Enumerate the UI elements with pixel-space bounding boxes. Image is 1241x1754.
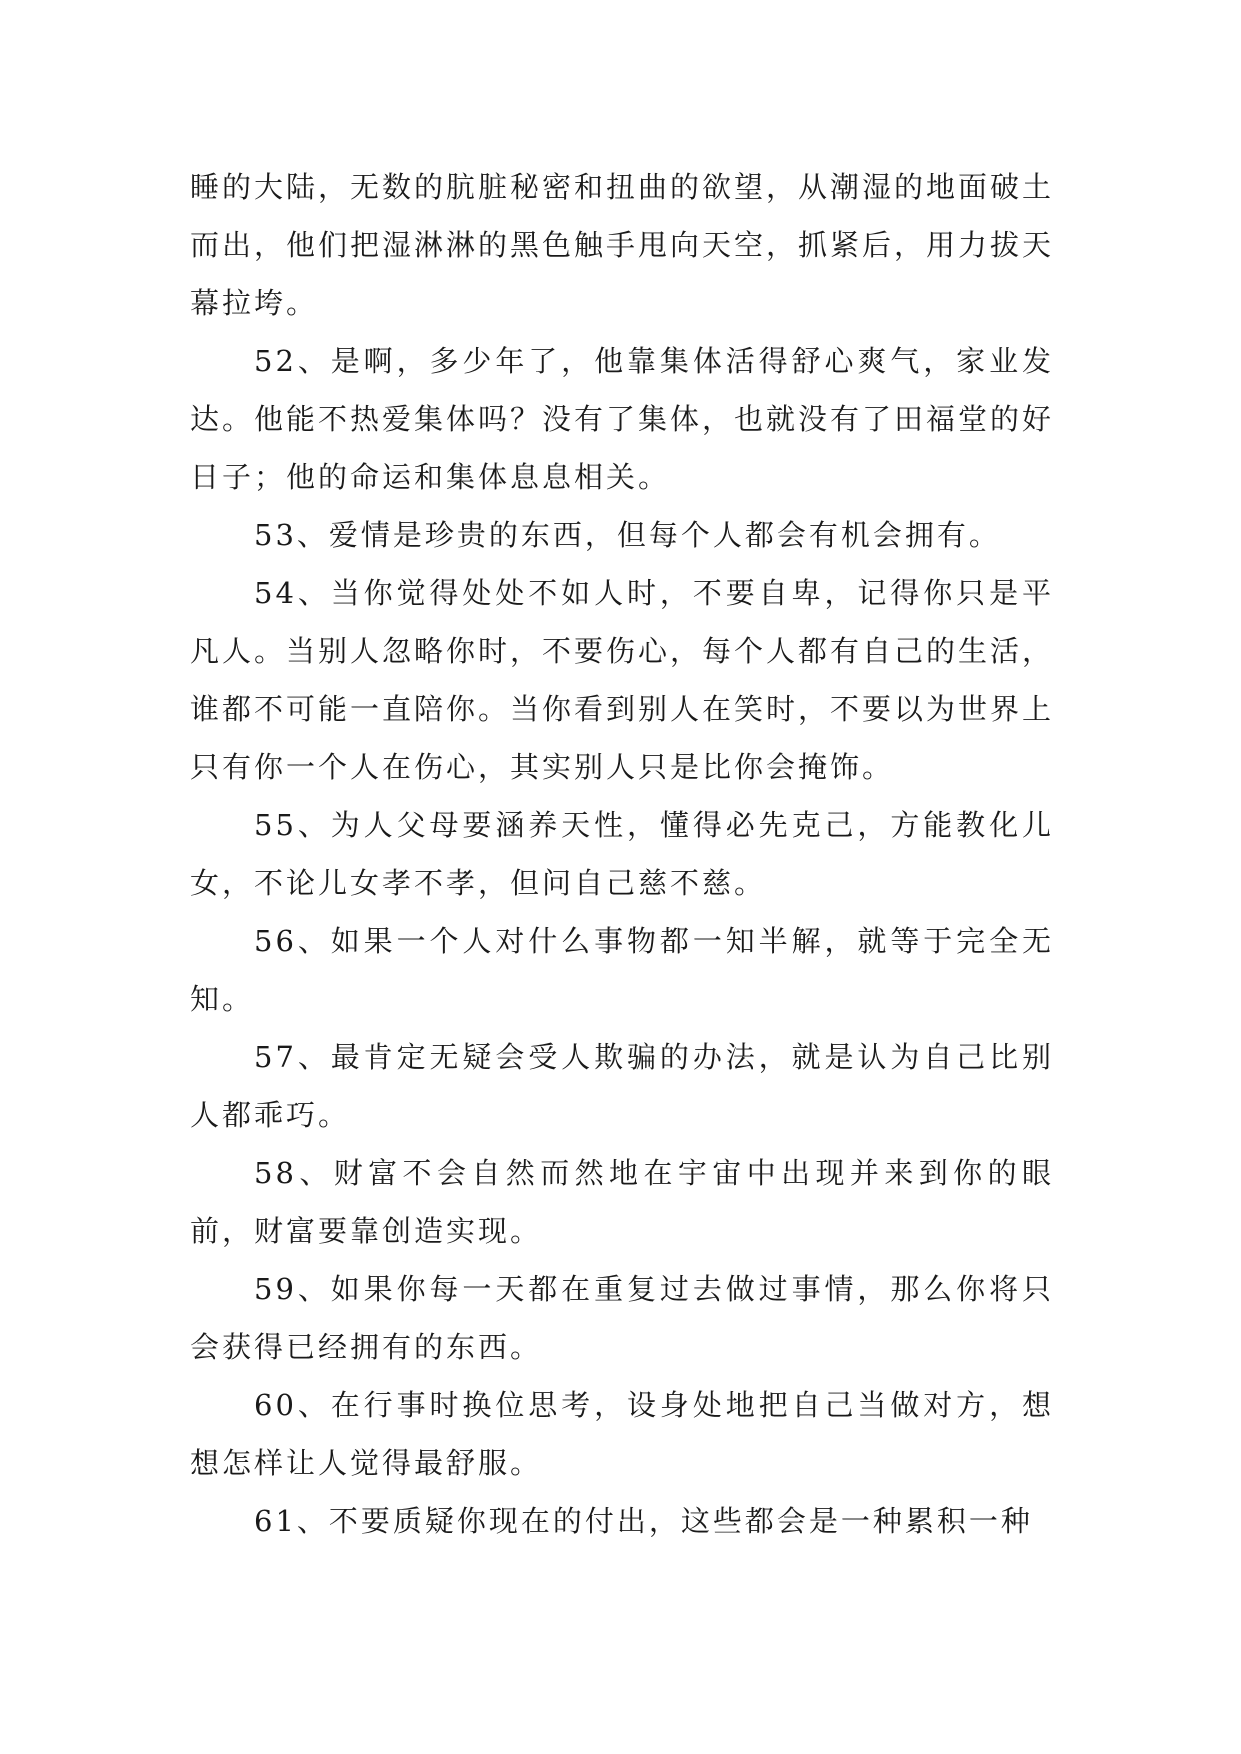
paragraph-continued: 睡的大陆，无数的肮脏秘密和扭曲的欲望，从潮湿的地面破土而出，他们把湿淋淋的黑色触手甩向天空，抓紧后，用力拔天幕拉垮。 <box>190 170 1055 320</box>
paragraph-54: 54、当你觉得处处不如人时，不要自卑，记得你只是平凡人。当别人忽略你时，不要伤心，每个人都有自己的生活，谁都不可能一直陪你。当你看到别人在笑时，不要以为世界上只有你一个人在伤心，其实别人只是比你会掩饰。 <box>190 576 1055 784</box>
paragraph-57: 57、最肯定无疑会受人欺骗的办法，就是认为自己比别人都乖巧。 <box>190 1040 1054 1132</box>
paragraph-52: 52、是啊，多少年了，他靠集体活得舒心爽气，家业发达。他能不热爱集体吗？没有了集体，也就没有了田福堂的好日子；他的命运和集体息息相关。 <box>190 344 1055 494</box>
paragraph-55: 55、为人父母要涵养天性，懂得必先克己，方能教化儿女，不论儿女孝不孝，但问自己慈不慈。 <box>190 808 1054 900</box>
paragraph-58: 58、财富不会自然而然地在宇宙中出现并来到你的眼前，财富要靠创造实现。 <box>190 1156 1054 1248</box>
paragraph-53: 53、爱情是珍贵的东西，但每个人都会有机会拥有。 <box>254 518 1001 552</box>
paragraph-60: 60、在行事时换位思考，设身处地把自己当做对方，想想怎样让人觉得最舒服。 <box>190 1388 1054 1480</box>
paragraph-61: 61、不要质疑你现在的付出，这些都会是一种累积一种 <box>254 1504 1033 1538</box>
paragraph-59: 59、如果你每一天都在重复过去做过事情，那么你将只会获得已经拥有的东西。 <box>190 1272 1054 1364</box>
paragraph-56: 56、如果一个人对什么事物都一知半解，就等于完全无知。 <box>190 924 1054 1016</box>
body-text <box>190 158 1054 1550</box>
